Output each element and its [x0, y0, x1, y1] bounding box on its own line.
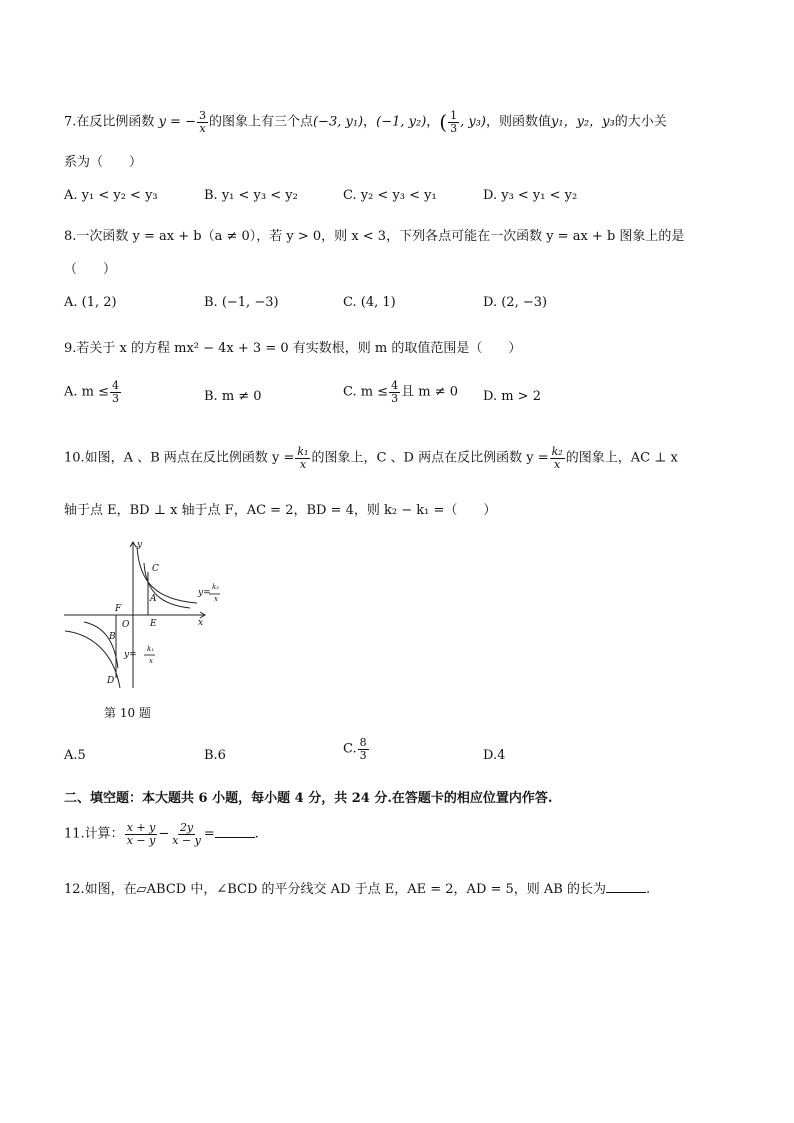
- q9-option-c-pre: C. m ≤: [343, 384, 389, 400]
- q11-period: .: [254, 826, 259, 842]
- q11-fraction-1: [125, 822, 158, 846]
- q11-line: [64, 822, 259, 846]
- q11-f1-num: x + y: [126, 821, 156, 834]
- q9-option-a-fraction: [110, 380, 121, 404]
- q9-option-c-num: 4: [391, 379, 399, 392]
- q8-option-d: D. (2, −3): [483, 295, 548, 310]
- q7-text-1: 在反比例函数: [76, 114, 155, 130]
- q10-k2-den: x: [554, 457, 561, 471]
- label-b: B: [109, 632, 116, 642]
- q7-point3-fraction: [448, 110, 459, 134]
- label-k2-num: k₂: [212, 583, 220, 591]
- label-y: y: [137, 540, 143, 550]
- label-k1-num: k₁: [147, 645, 155, 653]
- q11-minus: −: [158, 826, 170, 842]
- q7-vars: y₁，y₂，y₃: [551, 114, 615, 130]
- q7-option-c: C. y₂ < y₃ < y₁: [343, 188, 437, 203]
- q10-option-c-pre: C.: [343, 741, 357, 757]
- q8-option-a: A. (1, 2): [64, 295, 117, 310]
- q10-option-b: B.6: [204, 748, 226, 763]
- q7-text-3: ，则函数值: [486, 114, 552, 130]
- q7-point3-den: 3: [450, 121, 458, 135]
- label-d: D: [107, 676, 115, 686]
- q11-equals: =: [203, 826, 215, 842]
- q7-point-2: (−1, y₂): [376, 114, 427, 130]
- label-k2-den: x: [214, 595, 218, 603]
- label-k1-eq: y=: [124, 650, 137, 660]
- q8-line2: （ ）: [64, 262, 117, 277]
- q7-func-lhs: y = −: [158, 114, 196, 130]
- q11-f2-den: x − y: [172, 833, 201, 847]
- q7-line2: 系为（ ）: [64, 155, 143, 170]
- section-2-heading: 二、填空题：本大题共 6 小题，每小题 4 分，共 24 分.在答题卡的相应位置内作答.: [64, 791, 553, 806]
- q9-option-d: D. m > 2: [483, 389, 541, 404]
- q9-option-a-pre: A. m ≤: [64, 384, 110, 400]
- q7-line1: [64, 110, 667, 134]
- q12-text: 12.如图，在▱ABCD 中，∠BCD 的平分线交 AD 于点 E，AE = 2，AD = 5，则 AB 的长为: [64, 882, 606, 897]
- q7-point-1: (−3, y₁): [312, 114, 364, 130]
- q7-option-a: A. y₁ < y₂ < y₃: [64, 188, 158, 203]
- q7-text-4: 的大小关: [614, 114, 667, 130]
- q9-line1: 9.若关于 x 的方程 mx² − 4x + 3 = 0 有实数根，则 m 的取值范围是（ ）: [64, 341, 522, 356]
- q10-option-c-den: 3: [359, 748, 367, 762]
- label-k2-eq: y=: [198, 588, 211, 598]
- q10-k2-num: k₂: [551, 445, 563, 458]
- q10-option-a: A.5: [64, 748, 86, 763]
- q7-point3-close: , y₃): [460, 114, 487, 130]
- q7-sep-2: ，: [426, 114, 440, 130]
- q10-text-1: 10.如图，A 、B 两点在反比例函数 y =: [64, 450, 295, 466]
- q10-text-3: 的图象上，AC ⊥ x: [565, 450, 678, 466]
- q9-option-a-den: 3: [112, 391, 120, 405]
- q10-k2-fraction: [550, 446, 565, 470]
- q10-k1-fraction: [295, 446, 310, 470]
- q10-text-2: 的图象上，C 、D 两点在反比例函数 y =: [311, 450, 549, 466]
- q9-option-c-fraction: [389, 380, 400, 404]
- q7-func-fraction: [197, 110, 208, 134]
- label-a: A: [150, 594, 157, 604]
- q8-option-b: B. (−1, −3): [204, 295, 279, 310]
- q10-option-c-fraction: [358, 737, 369, 761]
- q10-line1: [64, 446, 678, 470]
- q10-figure: [62, 538, 242, 693]
- q9-option-a-num: 4: [112, 379, 120, 392]
- q12-period: .: [646, 882, 651, 897]
- q11-answer-blank[interactable]: [215, 825, 255, 838]
- q10-k1-num: k₁: [297, 445, 309, 458]
- q7-func-den: x: [199, 121, 206, 135]
- q12-answer-blank[interactable]: [606, 880, 646, 893]
- q11-prefix: 11.计算：: [64, 826, 124, 842]
- q10-k1-den: x: [299, 457, 307, 471]
- q12-line: [64, 880, 650, 896]
- label-o: O: [122, 620, 130, 630]
- q9-option-b: B. m ≠ 0: [204, 389, 262, 404]
- q10-option-c: [343, 737, 370, 761]
- q10-option-c-num: 8: [359, 736, 367, 749]
- label-k1-den: x: [149, 657, 153, 665]
- q7-func-num: 3: [198, 109, 206, 122]
- label-x: x: [198, 618, 204, 628]
- label-c: C: [152, 564, 159, 574]
- q7-option-d: D. y₃ < y₁ < y₂: [483, 188, 578, 203]
- q7-option-b: B. y₁ < y₃ < y₂: [204, 188, 298, 203]
- q7-point3-open: (: [439, 110, 448, 135]
- q10-figure-caption: 第 10 题: [104, 706, 151, 720]
- q11-f2-num: 2y: [179, 821, 194, 834]
- q10-line2: 轴于点 E，BD ⊥ x 轴于点 F，AC = 2，BD = 4，则 k₂ − k₁ =（ ）: [64, 503, 497, 518]
- q7-text-2: 的图象上有三个点: [208, 114, 313, 130]
- q9-option-a: [64, 380, 122, 404]
- q7-sep-1: ，: [363, 114, 377, 130]
- q9-option-c: [343, 380, 458, 404]
- q8-line1: 8.一次函数 y = ax + b（a ≠ 0），若 y > 0，则 x < 3，下列各点可能在一次函数 y = ax + b 图象上的是: [64, 229, 685, 244]
- label-e: E: [150, 619, 157, 629]
- q7-number: 7.: [64, 114, 77, 130]
- q9-option-c-post: 且 m ≠ 0: [401, 384, 458, 400]
- q7-point3-num: 1: [450, 109, 458, 122]
- q11-fraction-2: [170, 822, 203, 846]
- q9-option-c-den: 3: [391, 391, 399, 405]
- q11-f1-den: x − y: [126, 833, 156, 847]
- curve-k1-q3: [84, 622, 118, 668]
- q10-option-d: D.4: [483, 748, 506, 763]
- q8-option-c: C. (4, 1): [343, 295, 396, 310]
- label-f: F: [115, 604, 122, 614]
